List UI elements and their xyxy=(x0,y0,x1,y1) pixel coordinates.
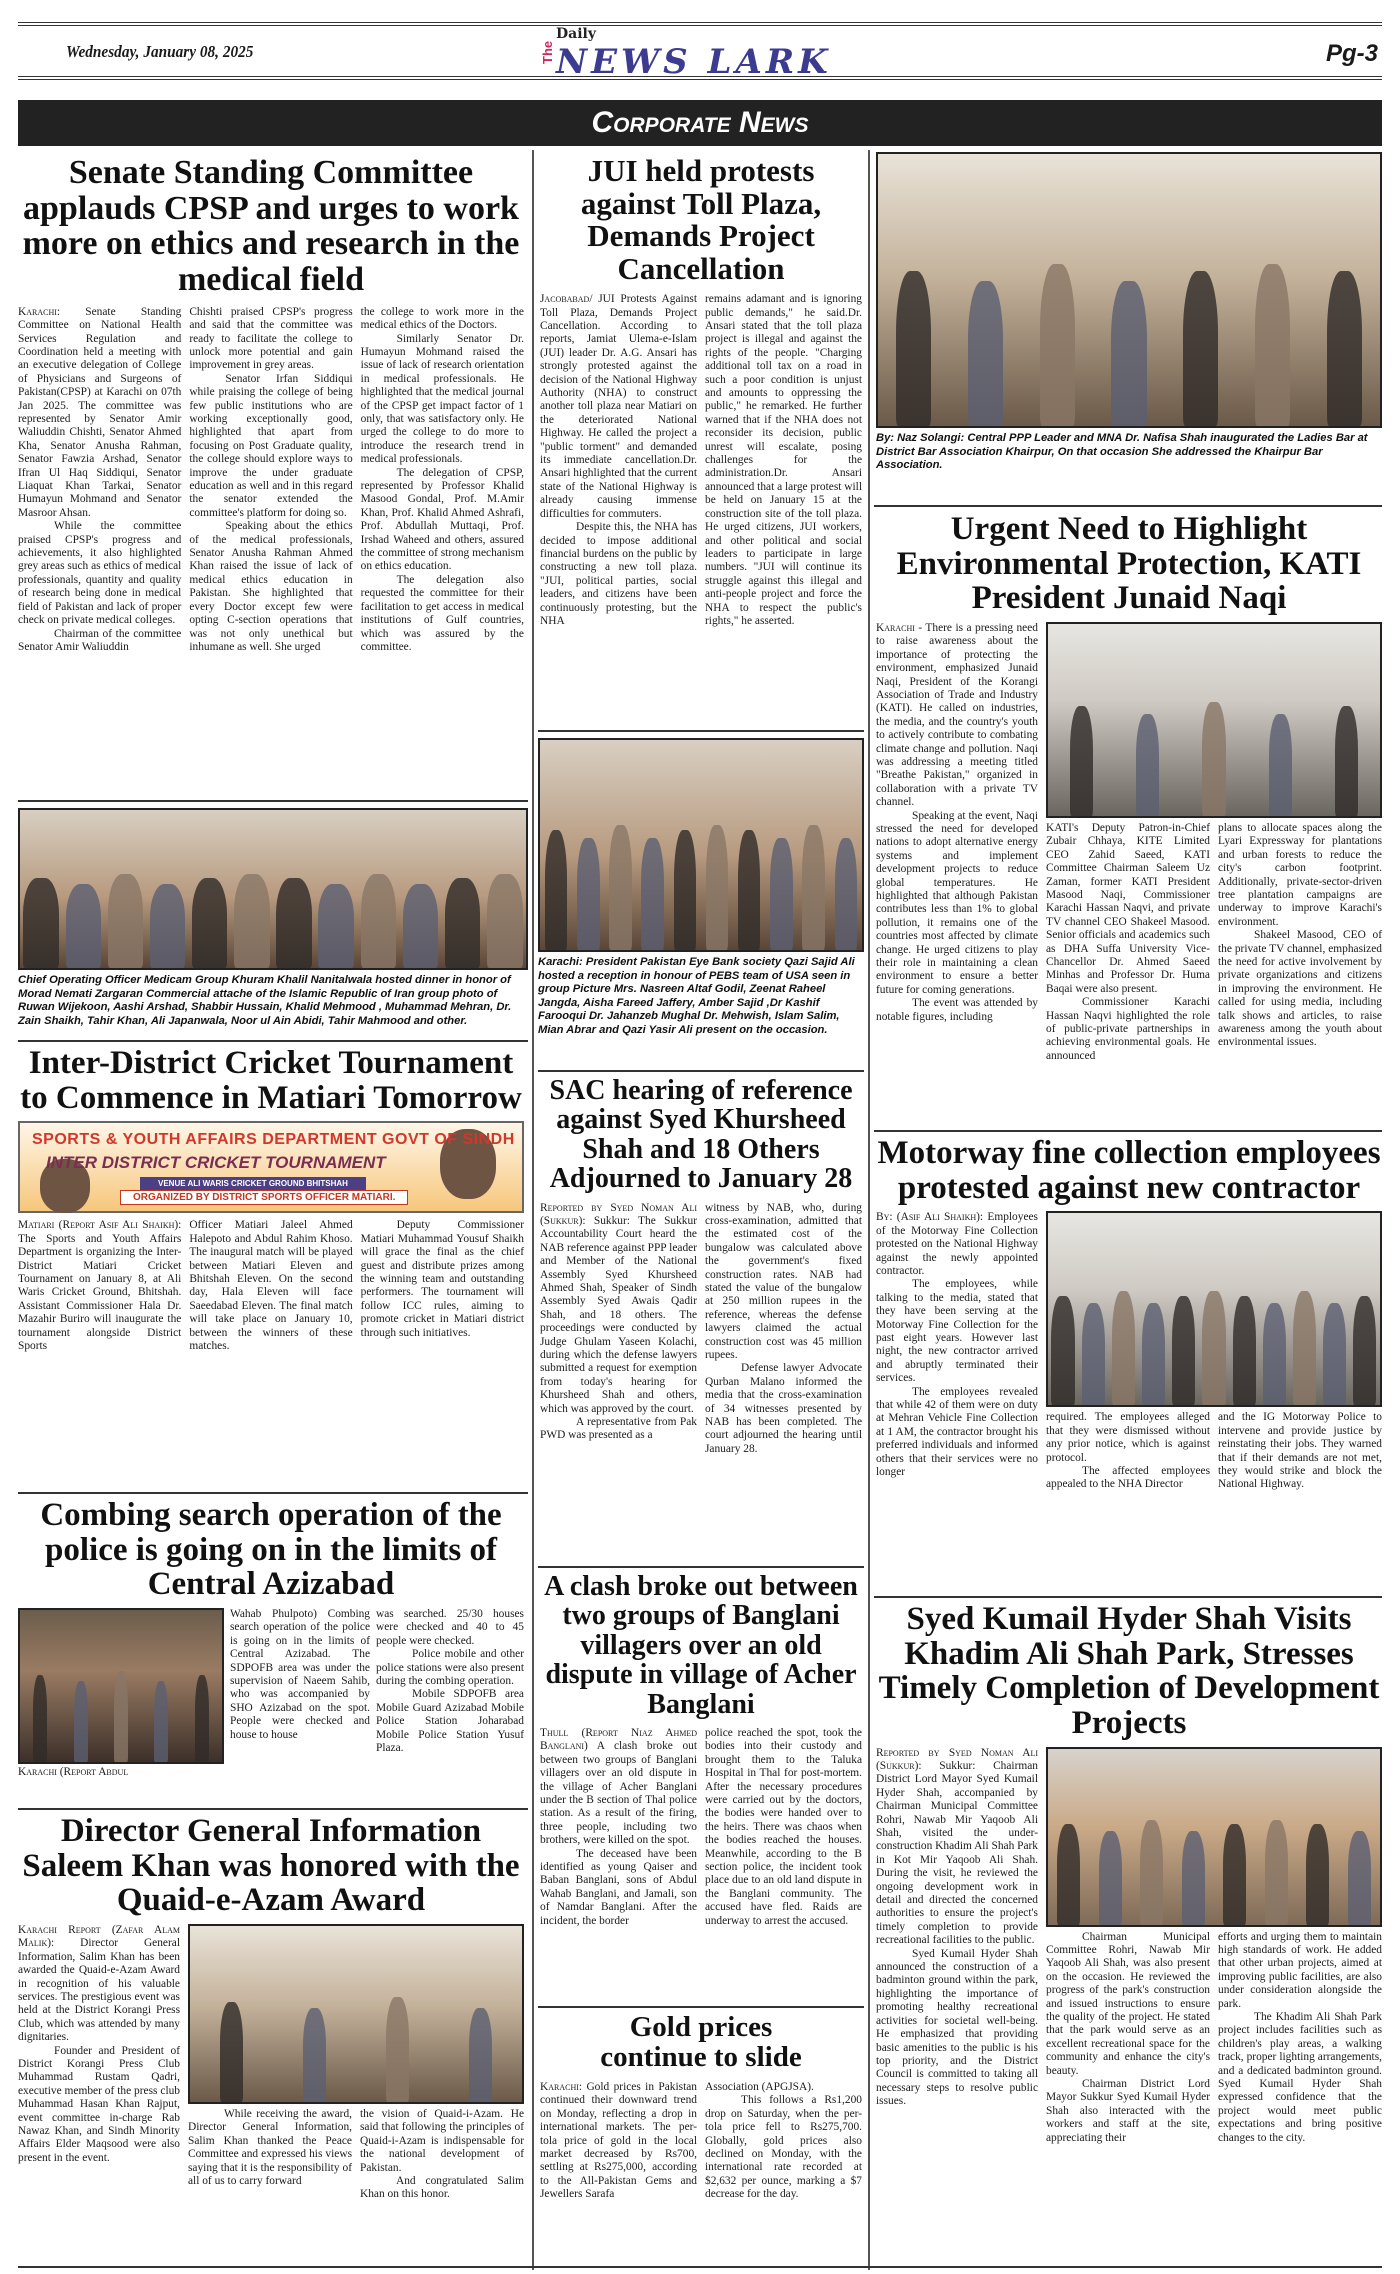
group-photo[interactable] xyxy=(538,738,864,952)
dateline: Karachi (Report Abdul xyxy=(18,1765,129,1778)
tournament-banner[interactable] xyxy=(18,1121,524,1213)
divider xyxy=(874,1130,1382,1132)
dateline: Reported by Syed Noman Ali (Sukkur): xyxy=(876,1746,1038,1772)
dateline: Karachi Report (Zafar Alam Malik): xyxy=(18,1923,180,1950)
dateline: Thull (Report Niaz Ahmed Banglani) xyxy=(540,1726,697,1753)
paragraph: Senator Irfan Siddiqui while praising the college of being few public institutions who are working exceptionally good, highlighted that apart from focusing on Post Graduate quality, the college should explore ways to improve the under graduate education as well and in this regard the senator extended the committee's platform for doing so. xyxy=(189,372,353,519)
issue-date: Wednesday, January 08, 2025 xyxy=(66,42,254,61)
paragraph: Despite this, the NHA has decided to impose additional financial burdens on the public by constructing a new toll plaza. "JUI, political parties, social leaders, and citizens have been continuously protesting, but the NHA xyxy=(540,521,697,627)
paragraph: Chishti praised CPSP's progress and said that the committee was ready to facilitate the college to unlock more potential and gain improvement in grey areas. xyxy=(189,305,353,372)
headline[interactable]: Syed Kumail Hyder Shah Visits Khadim Ali Shah Park, Stresses Timely Completion of Development Projects xyxy=(878,1601,1380,1741)
article-column xyxy=(230,1608,370,1779)
paragraph: Police mobile and other police stations were also present during the combing operation. xyxy=(376,1648,524,1687)
article-senate xyxy=(18,155,524,654)
article-column xyxy=(876,1211,1038,1491)
article-kumail xyxy=(876,1602,1382,2145)
article-column xyxy=(1046,1931,1210,2146)
paragraph: The employees revealed that while 42 of them were on duty at Mehran Vehicle Fine Collection at 1 AM, the contractor brought his preferred individuals and informed others that their services were no longer xyxy=(876,1385,1038,1478)
paragraph: This follows a Rs1,200 drop on Saturday, when the per-tola price fell to Rs275,700. Globally, gold prices also declined on Monday, with the international rate recorded at $2,632 per ounce, marking a $7 decrease for the day. xyxy=(705,2094,862,2201)
article-column xyxy=(705,1727,862,1928)
article-column xyxy=(189,1219,352,1353)
headline[interactable]: SAC hearing of reference against Syed Khursheed Shah and 18 Others Adjourned to January 28 xyxy=(549,1075,853,1195)
article-column xyxy=(876,1747,1038,2146)
park-visit-photo[interactable] xyxy=(1046,1747,1382,1927)
article-column xyxy=(705,293,862,628)
paragraph: Similarly Senator Dr. Humayun Mohmand raised the issue of lack of research orientation in medical professionals. He highlighted that the medical journal of the CPSP get impact factor of 1 only, that was satisfactory only. He urged the college to do more to introduce the research trend in medical professionals. xyxy=(360,332,524,466)
paragraph: and the IG Motorway Police to intervene and provide justice by reinstating their jobs. They warned that if their demands are not met, they would strike and block the National Highway. xyxy=(1218,1411,1382,1491)
paragraph: Employees of the Motorway Fine Collection protested on the National Highway against the newly appointed contractor. xyxy=(876,1211,1038,1277)
photo-caption: Karachi: President Pakistan Eye Bank society Qazi Sajid Ali hosted a reception in honour of PEBS team of USA seen in group Picture Mrs. Nasreen Altaf Godil, Zeenat Raheel Jangda, Aisha Fareed Jaffery, Amber Sajid ,Dr Kashif Farooqui Dr. Jahanzeb Mughal Dr. Mehwish, Islam Salim, Mian Abrar and Qazi Yasir Ali present on the occasion. xyxy=(538,956,855,1036)
article-column xyxy=(361,1219,524,1353)
paragraph: plans to allocate spaces along the Lyari Expressway for plantations and urban forests to reduce the city's carbon footprint. Additionally, private-sector-driven tree plantation campaigns are underway to improve Karachi's environment. xyxy=(1218,821,1382,928)
divider xyxy=(18,800,528,802)
paragraph: Commissioner Karachi Hassan Naqvi highlighted the role of public-private partnerships in achieving environmental goals. He announced xyxy=(1046,996,1210,1062)
article-sac xyxy=(540,1076,862,1456)
banner-department: SPORTS & YOUTH AFFAIRS DEPARTMENT GOVT OF SINDH xyxy=(32,1131,515,1149)
article-column xyxy=(1218,1411,1382,1491)
paragraph: police reached the spot, took the bodies into their custody and brought them to the Taluka Hospital in Thal for post-mortem. After the necessary procedures were carried out by the doctors, the bodies were handed over to the heirs. There was chaos when the bodies reached the houses. Meanwhile, according to the B section police, the incident took place due to an old land dispute in the Banglani community. The accused have fled. Raids are underway to arrest the accused. xyxy=(705,1726,862,1927)
paragraph: Speaking about the ethics of the medical professionals, Senator Anusha Rahman Ahmed Khan raised the issue of lack of medical ethics education in Pakistan. She highlighted that every Doctor except few were opting C-section operations that was not only unethical but inhumane as well. She urged xyxy=(189,520,353,653)
headline[interactable]: Gold prices continue to slide xyxy=(600,2011,802,2074)
paragraph: While the committee praised CPSP's progress and achievements, it also highlighted grey areas such as ethics of medical professionals, quantity and quality of research being done in medical field of Pakistan and lack of proper check on private medical colleges. xyxy=(18,520,182,627)
article-column xyxy=(705,1202,862,1457)
headline[interactable]: Director General Information Saleem Khan was honored with the Quaid-e-Azam Award xyxy=(22,1813,520,1919)
paragraph: The employees, while talking to the media, stated that they have been serving at the Motorway Fine Collection for the past eight years. However last night, the new contractor arrived and abruptly terminated their services. xyxy=(876,1278,1038,1385)
article-clash xyxy=(540,1572,862,1928)
article-gold xyxy=(540,2012,862,2202)
paragraph: KATI's Deputy Patron-in-Chief Zubair Chhaya, KITE Limited CEO Zahid Saeed, KATI Committee Chairman Saleem Uz Zaman, former KATI President Masood Naqi, Commissioner Karachi Hassan Naqvi, and private TV channel CEO Shakeel Masood. Senior officials and academics such as DHA Suffa University Vice-Chancellor Dr. Ahmed Saeed Minhas and Professor Dr. Huma Baqai were also present. xyxy=(1046,821,1210,995)
headline[interactable]: Combing search operation of the police is going on in the limits of Central Azizabad xyxy=(40,1497,502,1603)
paragraph: JUI Protests Against Toll Plaza, Demands Project Cancellation. According to reports, Jamiat Ulema-e-Islam (JUI) leader Dr. A.G. Ansari has strongly protested against the decision of the National Highway Authority (NHA) to construct another toll plaza near Matiari on the deteriorated National Highway. He called the project a "public torment" and demanded its immediate cancellation.Dr. Ansari highlighted that the current state of the National Highway is already causing immense difficulties for commuters. xyxy=(540,293,697,520)
article-column xyxy=(376,1608,524,1779)
operation-photo-collage[interactable] xyxy=(18,1608,224,1764)
column-divider xyxy=(532,150,534,2270)
photo-pebs xyxy=(538,738,864,1037)
paragraph: The Sports and Youth Affairs Department is organizing the Inter-District Matiari Cricket Tournament on January 8, at Ali Waris Cricket Ground, Bhitshah. Assistant Commissioner Hala Dr. Mazahir Buriro will inaugurate the tournament alongside District Sports xyxy=(18,1232,182,1352)
paragraph: Mobile SDPOFB area Mobile Guard Azizabad Mobile Police Station Joharabad Mobile Police Station Yusuf Plaza. xyxy=(376,1688,524,1754)
article-column xyxy=(1046,1411,1210,1491)
article-column xyxy=(18,1219,181,1353)
dateline: Karachi: xyxy=(18,305,61,318)
paragraph: The event was attended by notable figures, including xyxy=(876,997,1038,1023)
paragraph: Gold prices in Pakistan continued their downward trend on Monday, reflecting a drop in international markets. The per-tola price of gold in the local market decreased by Rs700, settling at Rs275,000, according to the All-Pakistan Gems and Jewellers Sarafa xyxy=(540,2080,697,2201)
article-column xyxy=(360,2108,524,2202)
paragraph: was searched. 25/30 houses were checked and 40 to 45 people were checked. xyxy=(376,1607,524,1647)
paragraph: A clash broke out between two groups of Banglani villagers over an old dispute in the village of Acher Banglani under the B section of Thal police station. As a result of the firing, three people, including two brothers, were killed on the spot. xyxy=(540,1740,697,1847)
banner-venue: VENUE ALI WARIS CRICKET GROUND BHITSHAH xyxy=(140,1177,366,1190)
article-column xyxy=(189,306,352,655)
divider xyxy=(18,1492,528,1494)
masthead xyxy=(18,22,1382,80)
article-column xyxy=(540,2081,697,2202)
article-column xyxy=(18,1924,180,2202)
banner-title: INTER DISTRICT CRICKET TOURNAMENT xyxy=(46,1153,386,1173)
divider xyxy=(18,1808,528,1810)
article-column xyxy=(540,293,697,628)
divider xyxy=(18,1040,528,1042)
paragraph: The delegation of CPSP, represented by Professor Khalid Masood Gondal, Prof. M.Amir Khan, Prof. Khalid Ahmed Ashrafi, Prof. Abdullah Muttaqi, Prof. Irshad Waheed and others, assured the committee of strong mechanism on ethics education. xyxy=(360,466,524,573)
paragraph: Sukkur: Chairman District Lord Mayor Syed Kumail Hyder Shah, accompanied by Chairman Municipal Committee Rohri, Nawab Mir Yaqoob Ali Shah, visited the under-construction Khadim Ali Shah Park in Kot Mir Yaqoob Ali Shah. During the visit, he reviewed the ongoing development work in detail and directed the concerned authorities to ensure the project's timely completion to provide recreational facilities to the public. xyxy=(876,1759,1038,1947)
protest-photo[interactable] xyxy=(1046,1211,1382,1407)
article-column xyxy=(1046,822,1210,1063)
dateline: Jacobabad/ xyxy=(540,293,593,306)
article-combing xyxy=(18,1498,524,1779)
article-column xyxy=(540,1727,697,1928)
paragraph: witness by NAB, who, during cross-examination, admitted that the estimated cost of the bungalow was calculated above the government's fixed construction rates. NAB had stated the value of the bungalow at 250 million rupees in the reference, whereas the defense lawyers claimed the actual construction cost was 45 million rupees. xyxy=(705,1201,862,1362)
headline[interactable]: A clash broke out between two groups of Banglani villagers over an old dispute in village of Acher Banglani xyxy=(544,1571,858,1720)
logo-daily: Daily xyxy=(556,26,596,42)
paragraph: The deceased have been identified as young Qaiser and Baban Banglani, sons of Abdul Wahab Banglani, and Jamali, son of Namdar Banglani. After the incident, the border xyxy=(540,1847,697,1927)
paragraph: While receiving the award, Director General Information, Salim Khan thanked the Peace Committee and expressed his views saying that it is the responsibility of all of us to carry forward xyxy=(188,2107,352,2187)
divider xyxy=(874,505,1382,507)
article-column xyxy=(705,2081,862,2202)
paragraph: Chairman District Lord Mayor Sukkur Syed Kumail Hyder Shah also interacted with the workers and staff at the site, appreciating their xyxy=(1046,2078,1210,2144)
divider xyxy=(874,1596,1382,1598)
headline[interactable]: Motorway fine collection employees protested against new contractor xyxy=(877,1135,1381,1206)
paragraph: A representative from Pak PWD was presented as a xyxy=(540,1416,697,1442)
paragraph: The affected employees appealed to the NHA Director xyxy=(1046,1464,1210,1491)
newspaper-logo[interactable] xyxy=(538,24,878,86)
paragraph: The delegation also requested the committee for their facilitation to get access in medical institutions of Gulf countries, which was assured by the committee. xyxy=(360,573,524,653)
paragraph: - There is a pressing need to raise awareness about the importance of protecting the environment, emphasized Junaid Naqi, President of the Korangi Association of Trade and Industry (KATI). He called on industries, the media, and the country's youth to actively contribute to combating climate change and pollution. Naqi was addressing a meeting titled "Breathe Pakistan," organized in collaboration with a private TV channel. xyxy=(876,621,1038,809)
inauguration-photo[interactable] xyxy=(876,152,1382,428)
dateline: Reported by Syed Noman Ali (Sukkur): xyxy=(540,1201,697,1227)
paragraph: Chairman Municipal Committee Rohri, Nawab Mir Yaqoob Ali Shah, was also present on the occasion. He reviewed the progress of the park's construction and issued instructions to ensure the quality of the project. He stated that the park would serve as an excellent recreational space for the community and enhance the city's beauty. xyxy=(1046,1930,1210,2077)
article-cricket xyxy=(18,1046,524,1353)
logo-name: NEWS LARK xyxy=(556,42,832,82)
page-bottom-rule xyxy=(18,2266,1382,2268)
photo-ppp xyxy=(876,152,1382,473)
page-number: Pg-3 xyxy=(1325,40,1378,67)
logo-the: The xyxy=(540,40,555,64)
award-photo[interactable] xyxy=(188,1924,524,2104)
paragraph: remains adamant and is ignoring public demands," he said.Dr. Ansari stated that the toll plaza project is illegal and against the rights of the people. "Charging additional toll tax on a road in such a poor condition is unjust and amounts to oppressing the public," he remarked. He further warned that if the NHA does not reconsider its decision, public unrest will escalate, posing challenges for the administration.Dr. Ansari announced that a large protest will be held on January 15 at the construction site of the toll plaza. He urged citizens, JUI workers, and other political and social leaders to participate in large numbers. "JUI will continue its struggle against this illegal and anti-people project and force the NHA to respect the public's rights," he asserted. xyxy=(705,293,862,627)
paragraph: required. The employees alleged that they were dismissed without any prior notice, which is against protocol. xyxy=(1046,1411,1210,1464)
paragraph: Association (APGJSA). xyxy=(705,2080,814,2093)
article-column xyxy=(1218,1931,1382,2146)
paragraph: And congratulated Salim Khan on this honor. xyxy=(360,2174,524,2201)
paragraph: Syed Kumail Hyder Shah announced the construction of a badminton ground within the park, highlighting the importance of promoting healthy recreational activities for societal well-being. He emphasized that providing basic amenities to the public is his top priority, and the District Council is committed to taking all necessary steps to resolve public issues. xyxy=(876,1947,1038,2108)
photo-medicam xyxy=(18,808,528,1028)
divider xyxy=(538,1070,864,1072)
article-column xyxy=(18,306,181,655)
dateline: Karachi: xyxy=(540,2080,583,2093)
paragraph: The Khadim Ali Shah Park project includes facilities such as children's play areas, a walking track, proper lighting arrangements, and a dedicated badminton ground. Syed Kumail Hyder Shah expressed confidence that the project would meet public expectations and bring positive changes to the city. xyxy=(1218,2011,1382,2144)
paragraph: Deputy Commissioner Matiari Muhammad Yousuf Shaikh will grace the final as the chief guest and distribute prizes among the winning team and outstanding performers. The tournament will follow ICC rules, aiming to promote cricket in Matiari district through such initiatives. xyxy=(360,1219,524,1339)
paragraph: Wahab Phulpoto) Combing search operation of the police is going on in the limits of Central Azizabad. The SDPOFB area was under the supervision of Naeem Sahib, who was accompanied by SHO Azizabad on the spot. People were checked and house to house xyxy=(230,1607,370,1741)
article-motorway xyxy=(876,1136,1382,1492)
article-column xyxy=(1218,822,1382,1063)
article-column xyxy=(188,2108,352,2202)
headline[interactable]: JUI held protests against Toll Plaza, Demands Project Cancellation xyxy=(580,153,822,286)
paragraph: Defense lawyer Advocate Qurban Malano informed the media that the cross-examination of 34 witnesses presented by NAB has been completed. The court adjourned the hearing until January 28. xyxy=(705,1362,862,1455)
column-divider xyxy=(868,150,870,2270)
divider xyxy=(538,2006,864,2008)
dateline: By: (Asif Ali Shaikh): xyxy=(876,1211,984,1224)
article-column xyxy=(361,306,524,655)
headline[interactable]: Senate Standing Committee applauds CPSP and urges to work more on ethics and research in the medical field xyxy=(22,154,520,299)
dateline: Matiari (Report Asif Ali Shaikh): xyxy=(18,1219,182,1232)
photo-caption: Chief Operating Officer Medicam Group Khuram Khalil Nanitalwala hosted dinner in honor of Morad Nemati Zargaran Commercial attache of the Islamic Republic of Iran group photo of Ruwan Wijekoon, Aashi Arshad, Shabbir Hussain, Khalid Mehmood , Muhammad Mehran, Dr. Zain Shaikh, Tahir Khan, Ali Japanwala, Noor ul Ain Abidi, Tahir Mahmood and other. xyxy=(18,974,512,1027)
paragraph: Chairman of the committee Senator Amir Waliuddin xyxy=(18,627,182,653)
divider xyxy=(538,1566,864,1568)
paragraph: Director General Information, Salim Khan has been awarded the Quaid-e-Azam Award in recognition of his valuable services. The prestigious event was held at the District Korangi Press Club, which was attended by many dignitaries. xyxy=(18,1937,180,2044)
article-kati xyxy=(876,512,1382,1063)
paragraph: Officer Matiari Jaleel Ahmed Halepoto and Abdul Rahim Khoso. The inaugural match will be played between Matiari Eleven and Bhitshah Eleven. On the second day, Hala Eleven will face Saeedabad Eleven. The final match will take place on January 10, between the winners of these matches. xyxy=(189,1219,353,1352)
paragraph: the vision of Quaid-i-Azam. He said that following the principles of Quaid-i-Azam is indispensable for the national development of Pakistan. xyxy=(360,2107,524,2174)
paragraph: Shakeel Masood, CEO of the private TV channel, emphasized the need for active involvement by private organizations and citizens in improving the environment. He called for using media, including talk shows and articles, to raise awareness among the youth about environmental issues. xyxy=(1218,929,1382,1049)
headline[interactable]: Urgent Need to Highlight Environmental Protection, KATI President Junaid Naqi xyxy=(896,511,1362,617)
article-jui xyxy=(540,155,862,628)
group-photo[interactable] xyxy=(18,808,528,970)
paragraph: Speaking at the event, Naqi stressed the need for developed nations to adopt alternative energy systems and implement development projects to reduce global temperatures. He highlighted that although Pakistan contributes less than 1% to global pollution, it remains one of the countries most affected by climate change. He urged citizens to play their role in maintaining a clean environment to ensure a better future for coming generations. xyxy=(876,809,1038,996)
headline[interactable]: Inter-District Cricket Tournament to Commence in Matiari Tomorrow xyxy=(20,1045,522,1116)
divider xyxy=(538,730,864,732)
paragraph: Sukkur: The Sukkur Accountability Court heard the NAB reference against PPP leader and Member of the National Assembly Syed Khursheed Ahmed Shah, Speaker of Sindh Assembly Syed Awais Qadir Shah, and 18 others. The proceedings were conducted by Judge Ghulam Yaseen Kolachi, during which the defense lawyers submitted a request for exemption from today's hearing for Khursheed Shah and others, which was approved by the court. xyxy=(540,1214,697,1415)
kati-photo[interactable] xyxy=(1046,622,1382,818)
paragraph: the college to work more in the medical ethics of the Doctors. xyxy=(360,305,524,332)
article-column xyxy=(876,622,1038,1063)
paragraph: efforts and urging them to maintain high standards of work. He added that other urban projects, aimed at improving public facilities, are also under consideration alongside the park. xyxy=(1218,1930,1382,2010)
paragraph: Senate Standing Committee on National Health Services Regulation and Coordination held a meeting with an executive delegation of College of Physicians and Surgeons of Pakistan(CPSP) at Karachi on 07th Jan 2025. The committee was represented by Senator Amir Waliuddin Chishti, Senator Ahmed Kha, Senator Anusha Rahman, Senator Fawzia Arshad, Senator Ifran Ul Haq Siddiqui, Senator Liaquat Khan Tarkai, Senator Humayun Mohmand and Senator Masroor Ahsan. xyxy=(18,305,182,519)
banner-organizer: ORGANIZED BY DISTRICT SPORTS OFFICER MATIARI. xyxy=(120,1190,408,1205)
dateline: Karachi xyxy=(876,621,915,634)
paragraph: Founder and President of District Korangi Press Club Muhammad Rustam Qadri, executive member of the press club Muhammad Hasan Khan Rajput, event committee in-charge Rab Nawaz Khan, and Sindh Minority Affairs Elder Maqsood were also present in the event. xyxy=(18,2044,180,2164)
article-column xyxy=(540,1202,697,1457)
article-dg-award xyxy=(18,1814,524,2202)
section-title: Corporate News xyxy=(18,100,1382,146)
photo-caption: By: Naz Solangi: Central PPP Leader and MNA Dr. Nafisa Shah inaugurated the Ladies Bar at District Bar Association Khairpur, On that occasion She addressed the Khairpur Bar Association. xyxy=(876,432,1368,471)
